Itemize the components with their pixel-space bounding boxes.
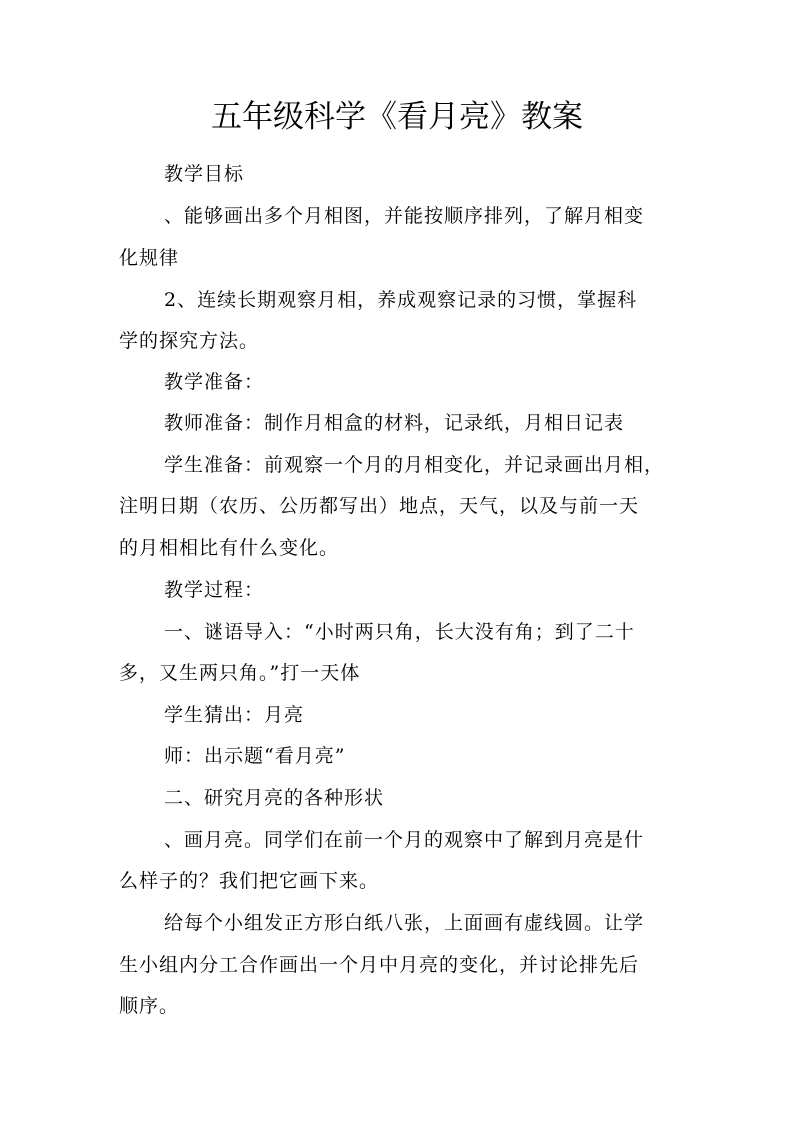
paragraph-line: 的月相相比有什么变化。 (119, 537, 340, 559)
paragraph-line: 教学准备： (164, 371, 265, 393)
paragraph-line: 学的探究方法。 (119, 330, 260, 352)
paragraph-line: 化规律 (119, 247, 180, 269)
paragraph-line: 注明日期（农历、公历都写出）地点，天气，以及与前一天 (119, 495, 640, 517)
paragraph-line: 教学目标 (164, 163, 245, 185)
paragraph-line: 、画月亮。同学们在前一个月的观察中了解到月亮是什 (164, 829, 645, 851)
paragraph-line: 给每个小组发正方形白纸八张，上面画有虚线圆。让学 (164, 912, 645, 934)
paragraph-line: 一、谜语导入：“小时两只角，长大没有角；到了二十 (164, 621, 635, 643)
paragraph-line: 么样子的？我们把它画下来。 (119, 870, 380, 892)
paragraph-line: 学生猜出：月亮 (164, 704, 305, 726)
paragraph-line: 顺序。 (119, 995, 180, 1017)
document-title: 五年级科学《看月亮》教案 (211, 99, 583, 135)
paragraph-line: 二、研究月亮的各种形状 (164, 787, 385, 809)
paragraph-line: 教师准备：制作月相盒的材料，记录纸，月相日记表 (164, 412, 625, 434)
paragraph-line: 学生准备：前观察一个月的月相变化，并记录画出月相， (164, 454, 665, 476)
paragraph-line: 、能够画出多个月相图，并能按顺序排列，了解月相变 (164, 205, 645, 227)
paragraph-line: 生小组内分工合作画出一个月中月亮的变化，并讨论排先后 (119, 954, 640, 976)
paragraph-line: 多，又生两只角。”打一天体 (119, 662, 361, 684)
paragraph-line: 教学过程： (164, 579, 265, 601)
paragraph-line: 师：出示题“看月亮” (164, 745, 346, 767)
paragraph-line: 2、连续长期观察月相，养成观察记录的习惯，掌握科 (164, 289, 638, 311)
